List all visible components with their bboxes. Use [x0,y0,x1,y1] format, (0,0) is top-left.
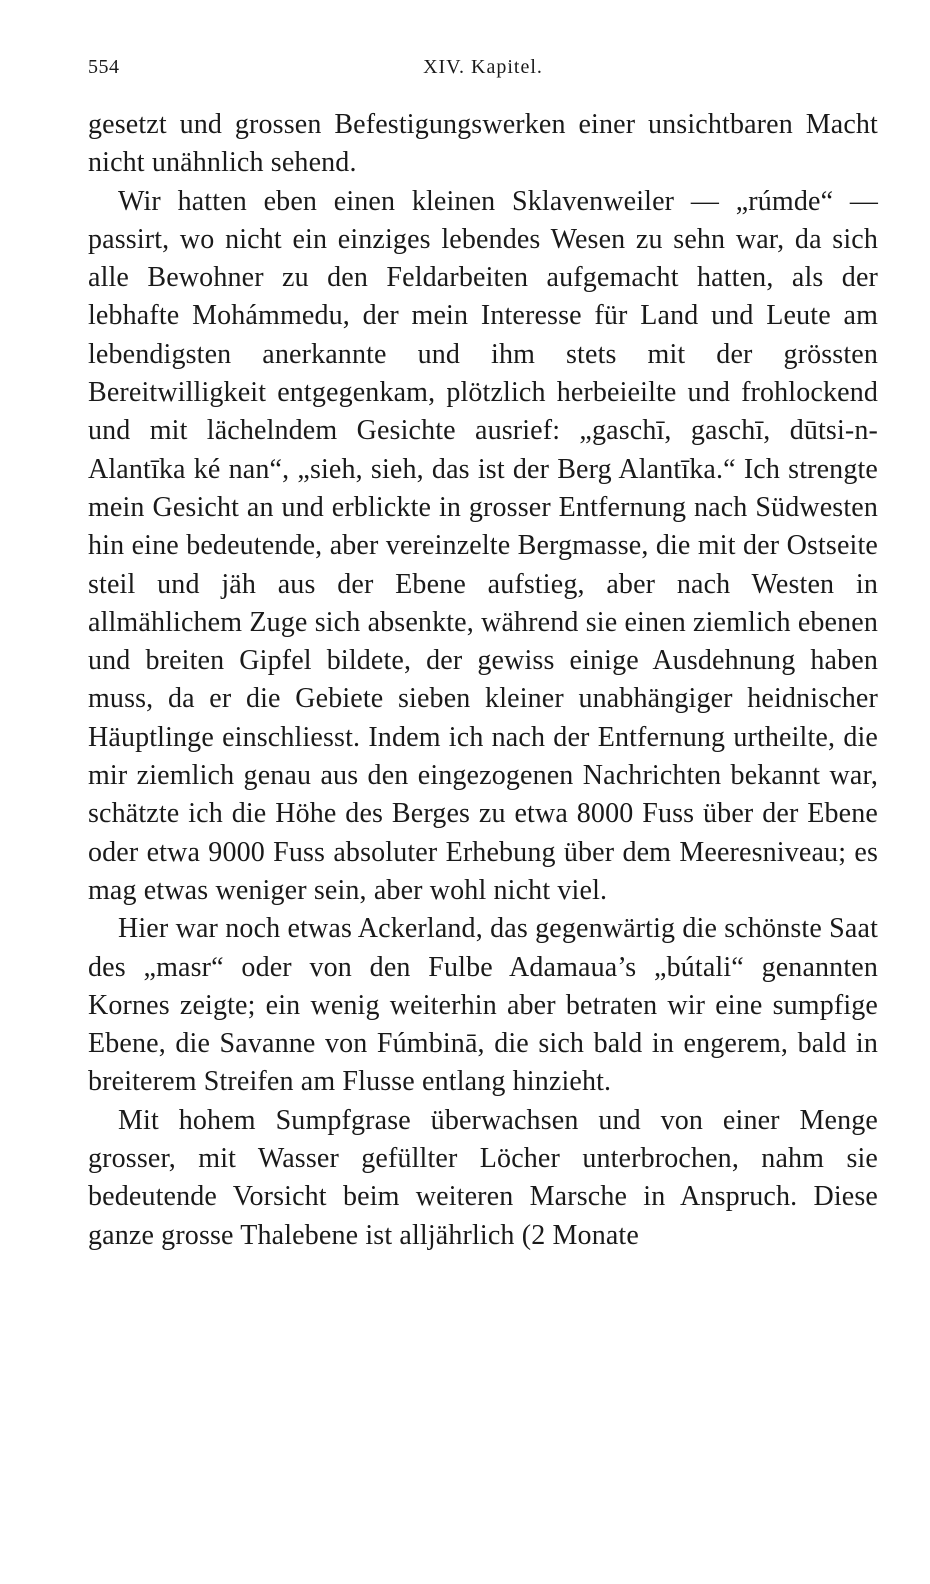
paragraph-farmland-savanna: Hier war noch etwas Ackerland, das gegenwärtig die schönste Saat des „masr“ oder von den Fulbe Adamaua’s „bútali“ genannten Kornes zeigte; ein wenig weiterhin aber betraten wir eine sumpfige Ebene, die Savanne von Fúmbinā, die sich bald in engerem, bald in breiterem Streifen am Flusse entlang hinzieht. [88,913,878,1098]
paragraph-continued: gesetzt und grossen Befestigungswerken einer unsichtbaren Macht nicht unähnlich sehend. [88,109,878,179]
running-head [88,56,878,86]
paragraph-swamp-march: Mit hohem Sumpfgrase überwachsen und von einer Menge grosser, mit Wasser gefüllter Löcher unterbrochen, nahm sie bedeutende Vorsicht beim weiteren Marsche in Anspruch. Diese ganze grosse Thalebene ist alljährlich (2 Monate [88,1104,878,1251]
body-text [88,106,878,1255]
chapter-title: XIV. Kapitel. [423,56,543,78]
page-number: 554 [88,56,120,78]
paragraph-alantika-sighting: Wir hatten eben einen kleinen Sklavenweiler — „rúmde“ — passirt, wo nicht ein einziges lebendes Wesen zu sehn war, da sich alle Bewohner zu den Feldarbeiten aufgemacht hatten, als der lebhafte Mohámmedu, der mein Interesse für Land und Leute am lebendigsten anerkannte und ihm stets mit der grössten Bereitwilligkeit entgegenkam, plötzlich herbeieilte und frohlockend und mit lächelndem Gesichte ausrief: „gaschī, gaschī, dūtsi-n-Alantīka ké nan“, „sieh, sieh, das ist der Berg Alantīka.“ Ich strengte mein Gesicht an und erblickte in grosser Entfernung nach Südwesten hin eine bedeutende, aber vereinzelte Bergmasse, die mit der Ostseite steil und jäh aus der Ebene aufstieg, aber nach Westen in allmählichem Zuge sich absenkte, während sie einen ziemlich ebenen und breiten Gipfel bildete, der gewiss einige Ausdehnung haben muss, da er die Gebiete sieben kleiner unabhängiger heidnischer Häuptlinge einschliesst. Indem ich nach der Entfernung urtheilte, die mir ziemlich genau aus den eingezogenen Nachrichten bekannt war, schätzte ich die Höhe des Berges zu etwa 8000 Fuss über der Ebene oder etwa 9000 Fuss absoluter Erhebung über dem Meeresniveau; es mag etwas weniger sein, aber wohl nicht viel. [88,185,878,906]
